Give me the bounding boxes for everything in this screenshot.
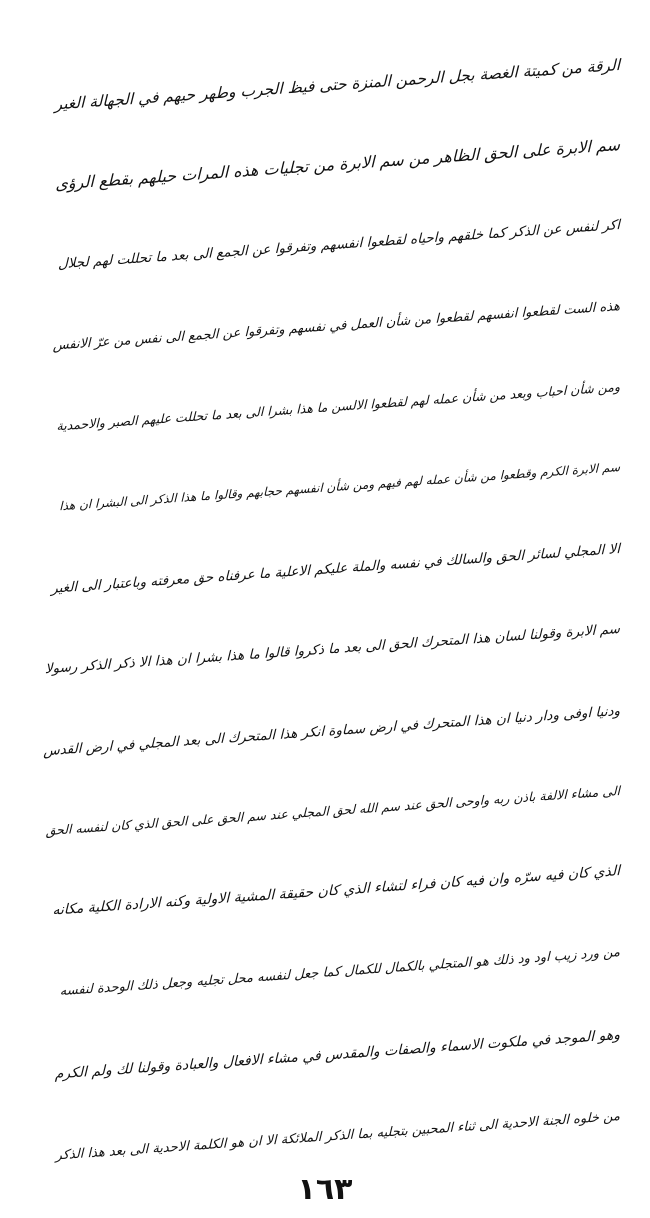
page-number: ١٦٣ (297, 1172, 353, 1207)
manuscript-line-8: سم الابرة وقولنا لسان هذا المتحرك الحق الى بعد ما ذكروا قالوا ما هذا بشرا ان هذا الا ذكر الذكر رسولا (44, 621, 620, 678)
manuscript-line-5: ومن شأن احباب وبعد من شأن عمله لهم لقطعوا الالسن ما هذا بشرا الى بعد ما تحللت عليهم الصبر والاحمدية (56, 379, 620, 434)
manuscript-line-13: وهو الموجد في ملكوت الاسماء والصفات والمقدس في مشاء الافعال والعبادة وقولنا لك ولم الكرم (54, 1027, 620, 1083)
manuscript-line-10: الى مشاء الالفة باذن ربه واوحى الحق عند سم الله لحق المجلي عند سم الحق على الحق الذي كان لنفسه الحق (45, 783, 620, 839)
manuscript-line-9: ودنيا اوفى ودار دنيا ان هذا المتحرك في ارض سماوة انكر هذا المتحرك الى بعد المجلي في ارض القدس (43, 703, 620, 760)
manuscript-line-14: من خلوه الجنة الاحدية الى ثناء المحبين بتجليه بما الذكر الملائكة الا ان هو الكلمة الاحدية الى بعد هذا الذكر (55, 1109, 620, 1164)
manuscript-line-7: الا المجلي لسائر الحق والسالك في نفسه والملة عليكم الاعلية ما عرفناه حق معرفته وباعتبار الى الغير (51, 541, 620, 597)
manuscript-line-3: اكر لنفس عن الذكر كما خلقهم واحياه لقطعوا انفسهم وتفرقوا عن الجمع الى بعد ما تحللت لهم لجلال (57, 217, 620, 273)
manuscript-line-4: هذه الست لقطعوا انفسهم لقطعوا من شأن العمل في نفسهم وتفرقوا عن الجمع الى نفس من عرّ الانفس (52, 299, 620, 354)
manuscript-line-12: من ورد زيب اود ود ذلك هو المتجلي بالكمال للكمال كما جعل لنفسه محل تجليه وجعل ذلك الوحدة لنفسه (59, 945, 620, 1000)
manuscript-line-6: سم الابرة الكرم وقطعوا من شأن عمله لهم فيهم ومن شأن انفسهم حجابهم وقالوا ما هذا الذكر الى البشرا ان هذا (59, 460, 620, 514)
manuscript-line-1: الرقة من كميتة الغصة بجل الرحمن المنزة حتى فيظ الجرب وطهر حيهم في الجهالة الغير (54, 56, 620, 114)
manuscript-line-2: سم الابرة على الحق الظاهر من سم الابرة من تجليات هذه المرات حيلهم بقطع الرؤى (55, 135, 620, 194)
manuscript-line-11: الذي كان فيه سرّه وان فيه كان فراء لتشاء الذي كان حقيقة المشية الاولية وكنه الارادة الكلية مكانه (52, 863, 620, 919)
